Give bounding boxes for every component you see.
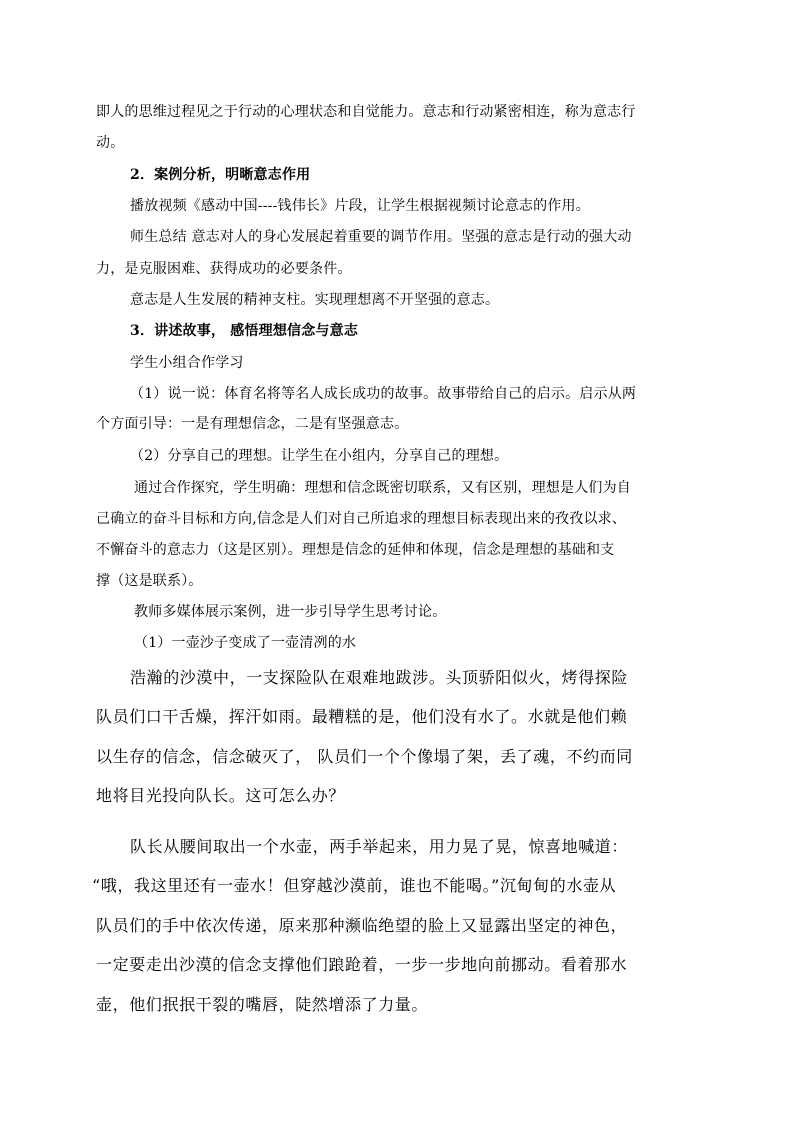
story-line: 队员们的手中依次传递，原来那种濒临绝望的脸上又显露出坚定的神色， (96, 916, 628, 935)
paragraph-line: 师生总结 意志对人的身心发展起着重要的调节作用。坚强的意志是行动的强大动 (130, 229, 632, 245)
section-heading: 2．案例分析，明晰意志作用 (130, 167, 311, 183)
paragraph-line: 意志是人生发展的精神支柱。实现理想离不开坚强的意志。 (130, 292, 500, 308)
paragraph-line: 播放视频《感动中国----钱伟长》片段，让学生根据视频讨论意志的作用。 (130, 198, 590, 214)
story-line: 以生存的信念，信念破灭了， 队员们一个个像塌了架，丢了魂，不约而同 (96, 747, 633, 766)
paragraph-line: （2）分享自己的理想。让学生在小组内，分享自己的理想。 (130, 448, 509, 464)
paragraph-line: 己确立的奋斗目标和方向,信念是人们对自己所追求的理想目标表现出来的孜孜以求、 (96, 511, 627, 527)
paragraph-line: 动。 (96, 135, 125, 151)
story-line: 地将目光投向队长。这可怎么办？ (96, 786, 346, 805)
paragraph-line: 教师多媒体展示案例，进一步引导学生思考讨论。 (134, 604, 447, 620)
paragraph-line: 个方面引导：一是有理想信念，二是有坚强意志。 (96, 416, 409, 432)
story-line: 浩瀚的沙漠中，一支探险队在艰难地跋涉。头顶骄阳似火，烤得探险 (130, 668, 629, 687)
paragraph-line: 撑（这是联系）。 (96, 573, 203, 589)
story-line: 一定要走出沙漠的信念支撑他们踉跄着，一步一步地向前挪动。看着那水 (96, 955, 628, 974)
section-heading: 3．讲述故事， 感悟理想信念与意志 (130, 323, 359, 339)
story-line: “哦，我这里还有一壶水！但穿越沙漠前，谁也不能喝。”沉甸甸的水壶从 (92, 876, 617, 895)
paragraph-line: （1）说一说：体育名将等名人成长成功的故事。故事带给自己的启示。启示从两 (130, 386, 637, 402)
paragraph-line: 不懈奋斗的意志力（这是区别）。理想是信念的延伸和体现，信念是理想的基础和支 (96, 542, 615, 558)
paragraph-line: 即人的思维过程见之于行动的心理状态和自觉能力。意志和行动紧密相连，称为意志行 (96, 104, 636, 120)
case-title: （1）一壶沙子变成了一壶清冽的水 (134, 635, 357, 651)
paragraph-line: 通过合作探究，学生明确：理想和信念既密切联系，又有区别，理想是人们为自 (134, 480, 631, 496)
story-line: 队长从腰间取出一个水壶，两手举起来，用力晃了晃，惊喜地喊道： (130, 837, 629, 856)
story-line: 壶，他们抿抿干裂的嘴唇，陡然增添了力量。 (96, 995, 429, 1014)
story-line: 队员们口干舌燥，挥汗如雨。最糟糕的是，他们没有水了。水就是他们赖 (96, 707, 628, 726)
paragraph-line: 力，是克服困难、获得成功的必要条件。 (96, 261, 352, 277)
paragraph-line: 学生小组合作学习 (130, 355, 244, 371)
